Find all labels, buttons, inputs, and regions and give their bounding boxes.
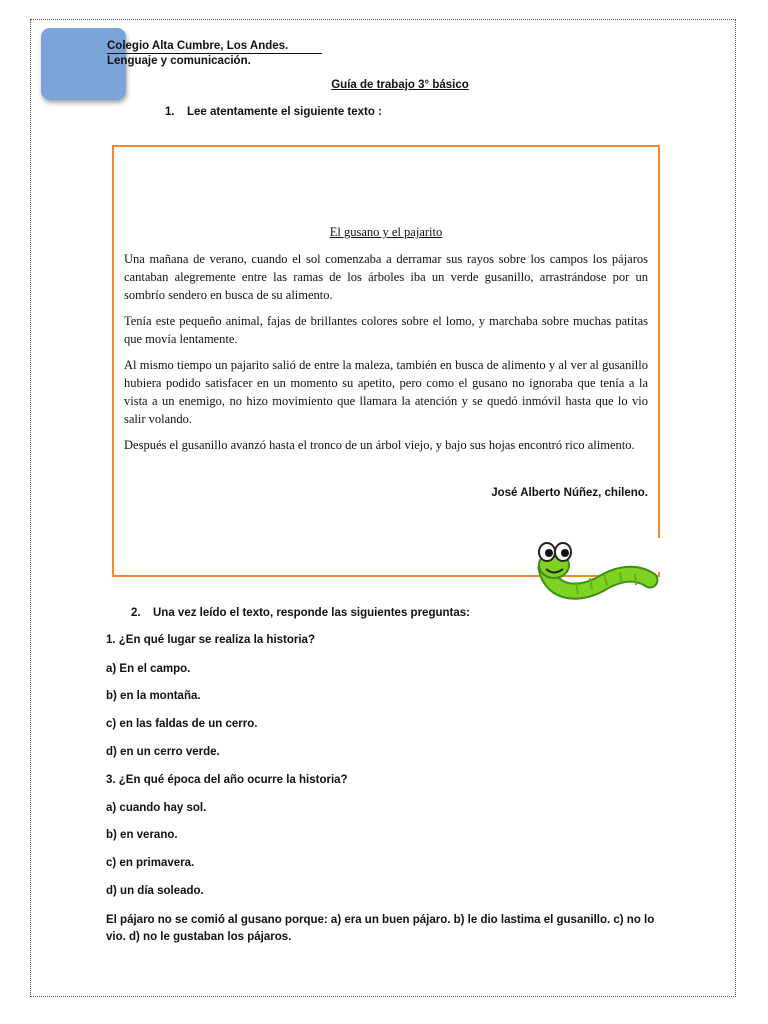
story-body [124, 250, 648, 462]
story-box [112, 145, 660, 577]
guide-title: Guía de trabajo 3° básico [331, 79, 469, 91]
instruction-text: Lee atentamente el siguiente texto : [187, 106, 382, 118]
final-question: El pájaro no se comió al gusano porque: a) era un buen pájaro. b) le dio lastima el gusanillo. c) no lo vio. d) no le gustaban los pájaros. [106, 914, 655, 943]
story-paragraph: Al mismo tiempo un pajarito salió de entre la maleza, también en busca de alimento y al ver al gusanillo hubiera podido satisfacer en un momento su apetito, pero como el gusano no ignoraba que tenía a la vista a un enemigo, no hizo movimiento que llamara la atención y se quedó inmóvil hasta que lo vio salir volando. [124, 358, 648, 426]
instruction-number: 1. [165, 106, 175, 118]
subject-name: Lenguaje y comunicación. [107, 55, 251, 67]
story-title: El gusano y el pajarito [329, 225, 443, 239]
question-3: 3. ¿En qué época del año ocurre la historia? [106, 774, 348, 786]
question-option: b) en la montaña. [106, 690, 201, 702]
instruction-text: Una vez leído el texto, responde las siguientes preguntas: [153, 607, 470, 619]
question-option: d) en un cerro verde. [106, 746, 220, 758]
worm-icon [532, 538, 662, 608]
story-paragraph: Una mañana de verano, cuando el sol comenzaba a derramar sus rayos sobre los campos los pájaros cantaban alegremente entre las ramas de los árboles iba un verde gusanillo, arrastrándose por un sombrío sendero en busca de su alimento. [124, 252, 648, 302]
instruction-number: 2. [131, 607, 141, 619]
question-option: b) en verano. [106, 829, 178, 841]
story-author: José Alberto Núñez, chileno. [491, 487, 648, 499]
story-paragraph: Tenía este pequeño animal, fajas de brillantes colores sobre el lomo, y marchaba sobre muchas patitas que movía lentamente. [124, 314, 648, 346]
question-option: c) en las faldas de un cerro. [106, 718, 258, 730]
question-option: c) en primavera. [106, 857, 195, 869]
question-option: a) cuando hay sol. [106, 802, 207, 814]
question-option: d) un día soleado. [106, 885, 204, 897]
question-option: a) En el campo. [106, 663, 191, 675]
instruction-2 [131, 607, 470, 619]
story-paragraph: Después el gusanillo avanzó hasta el tronco de un árbol viejo, y bajo sus hojas encontró rico alimento. [124, 438, 635, 452]
instruction-1 [165, 106, 382, 118]
question-1: 1. ¿En qué lugar se realiza la historia? [106, 634, 315, 646]
school-name: Colegio Alta Cumbre, Los Andes. [107, 39, 322, 54]
